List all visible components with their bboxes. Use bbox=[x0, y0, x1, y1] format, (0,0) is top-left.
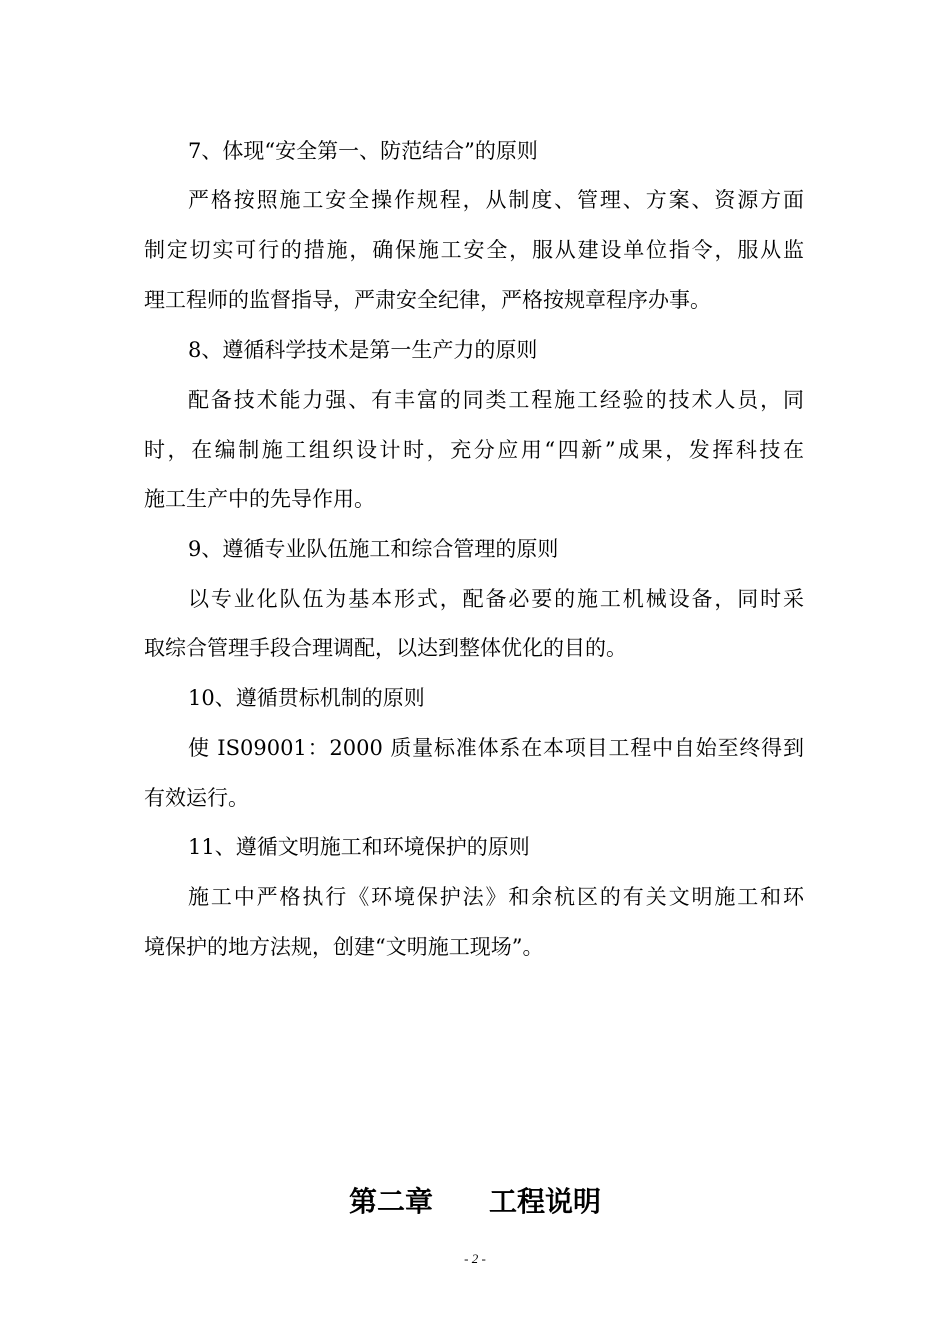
section-11-body-line: 境保护的地方法规，创建“文明施工现场”。 bbox=[144, 935, 544, 959]
section-8-body-line: 配备技术能力强、有丰富的同类工程施工经验的技术人员，同 bbox=[188, 388, 804, 412]
section-7-body-line: 制定切实可行的措施，确保施工安全，服从建设单位指令，服从监 bbox=[144, 238, 804, 262]
section-7-body-line: 严格按照施工安全操作规程，从制度、管理、方案、资源方面 bbox=[188, 188, 804, 212]
section-8-heading: 8、遵循科学技术是第一生产力的原则 bbox=[188, 338, 538, 362]
section-10-heading: 10、遵循贯标机制的原则 bbox=[188, 686, 425, 710]
section-9-body-line: 以专业化队伍为基本形式，配备必要的施工机械设备，同时采 bbox=[188, 587, 804, 611]
chapter-title: 第二章 工程说明 bbox=[348, 1185, 601, 1218]
section-10-body-line: 使 IS09001：2000 质量标准体系在本项目工程中自始至终得到 bbox=[188, 736, 804, 760]
section-7-body-line: 理工程师的监督指导，严肃安全纪律，严格按规章程序办事。 bbox=[144, 288, 711, 312]
section-11-body-line: 施工中严格执行《环境保护法》和余杭区的有关文明施工和环 bbox=[188, 885, 804, 909]
page-number: - 2 - bbox=[464, 1251, 486, 1266]
section-9-body-line: 取综合管理手段合理调配，以达到整体优化的目的。 bbox=[144, 636, 627, 660]
section-11-heading: 11、遵循文明施工和环境保护的原则 bbox=[188, 835, 530, 859]
section-10-body-line: 有效运行。 bbox=[144, 786, 249, 810]
section-8-body-line: 时，在编制施工组织设计时，充分应用“四新”成果，发挥科技在 bbox=[144, 438, 804, 462]
section-9-heading: 9、遵循专业队伍施工和综合管理的原则 bbox=[188, 537, 559, 561]
section-8-body-line: 施工生产中的先导作用。 bbox=[144, 487, 375, 511]
section-7-heading: 7、体现“安全第一、防范结合”的原则 bbox=[188, 139, 538, 163]
